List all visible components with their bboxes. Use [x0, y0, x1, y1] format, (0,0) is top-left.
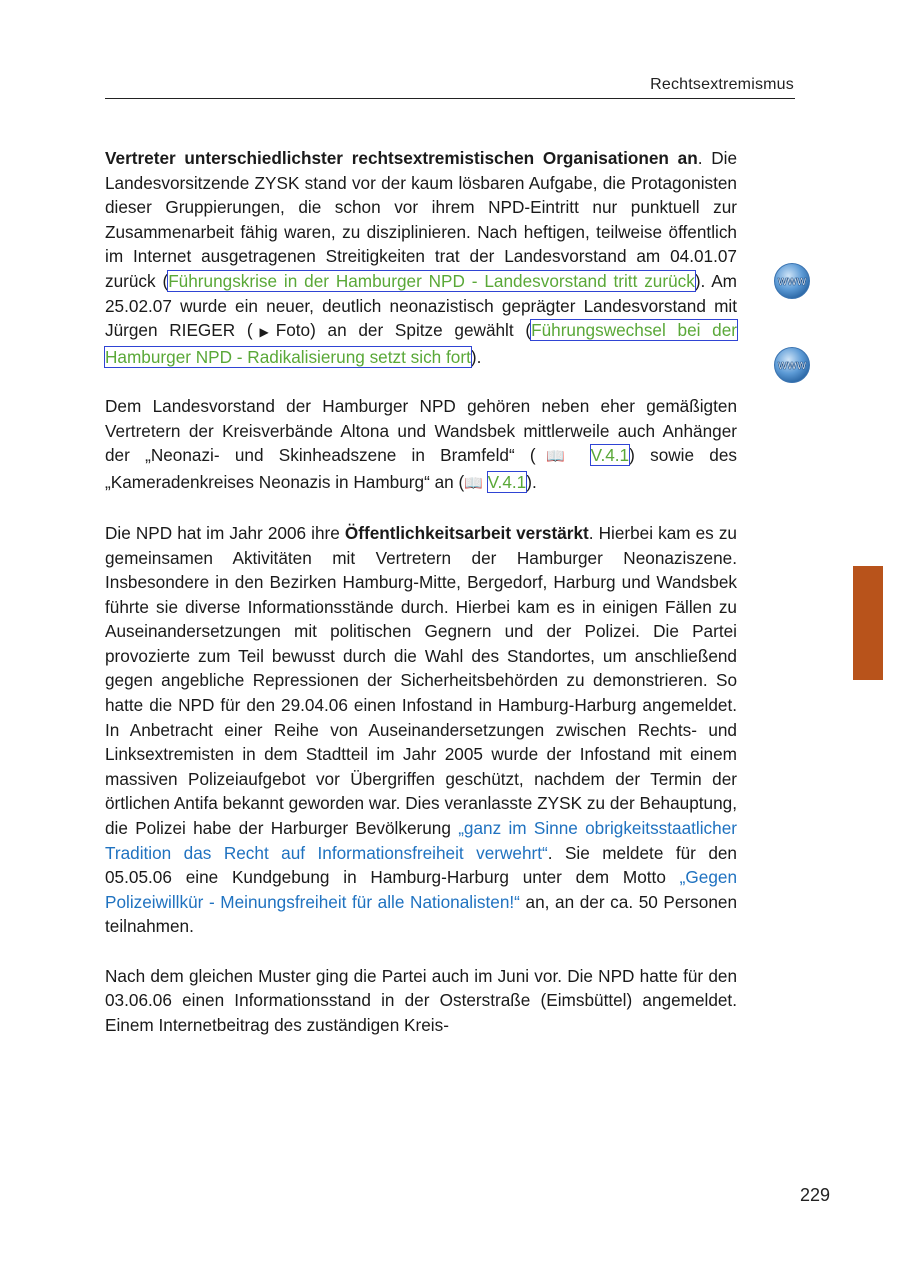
- text: . Die Landesvorsitzende ZYSK stand vor der kaum lösbaren Aufgabe, die Protagonisten dieser Gruppierungen, die schon vor ihrem NPD-Eintritt nur punktuell zur Zusammenarbeit fähig waren, zu disziplinieren. Nach heftigen, teilweise öffentlich im Internet ausgetragenen Streitigkeiten trat der Landesvorstand am 04.01.07 zurück (: [105, 148, 737, 291]
- reference-link-1[interactable]: V.4.1: [590, 445, 630, 466]
- svg-text:WWW: WWW: [777, 361, 807, 372]
- globe-icon: [773, 262, 811, 300]
- text: Foto) an der Spitze gewählt (: [275, 320, 532, 341]
- book-icon: 📖: [535, 448, 576, 466]
- text: an, an der ca. 50 Personen teilnahmen.: [105, 891, 737, 937]
- text: ).: [526, 471, 537, 492]
- www-link-icon-1[interactable]: [773, 262, 811, 300]
- page-number: 229: [799, 1185, 830, 1205]
- paragraph-4: [105, 964, 737, 1038]
- bold-term: Öffentlichkeitsarbeit verstärkt: [344, 522, 589, 543]
- link-fuehrungswechsel[interactable]: Führungswechsel bei der Hamburger NPD - Radikalisierung setzt sich fort: [105, 320, 737, 367]
- text: . Sie meldete für den 05.05.06 eine Kundgebung in Hamburg-Harburg unter dem Motto: [105, 842, 737, 888]
- text: ).: [470, 346, 482, 367]
- chapter-side-tab: [853, 566, 883, 680]
- page-header-title: Rechtsextremismus: [650, 76, 794, 93]
- paragraph-1: [105, 146, 737, 369]
- text: . Hierbei kam es zu gemeinsamen Aktivitäten mit Vertretern der Hamburger Neonaziszene. Insbesondere in den Bezirken Hamburg-Mitte, Bergedorf, Harburg und Wandsbek führte sie diverse Informationsstände durch. Hierbei kam es in einigen Fällen zu Auseinandersetzungen mit politischen Gegnern und der Polizei. Die Partei provozierte zum Teil bewusst durch die Wahl des Standortes, um anschließend gegen angebliche Repressionen der Sicherheitsbehörden zu demonstrieren. So hatte die NPD für den 29.04.06 einen Infostand in Hamburg-Harburg angemeldet. In Anbetracht einer Reihe von Auseinandersetzungen zwischen Rechts- und Linksextremisten in dem Stadtteil im Jahr 2005 wurde der Infostand mit einem massiven Polizeiaufgebot vor Übergriffen geschützt, nachdem der Termin der örtlichen Antifa bekannt geworden war. Dies veranlasste ZYSK zu der Behauptung, die Polizei habe der Harburger Bevölkerung: [105, 522, 737, 839]
- quote-1: „ganz im Sinne obrigkeitsstaatlicher Tradition das Recht auf Informationsfreiheit verwehrt“: [105, 818, 737, 863]
- paragraph-2: [105, 394, 737, 496]
- play-arrow-icon: ▶: [252, 325, 276, 340]
- text: Nach dem gleichen Muster ging die Partei auch im Juni vor. Die NPD hatte für den 03.06.06 einen Informationsstand in der Osterstraße (Eimsbüttel) angemeldet. Einem Internetbeitrag des zuständigen Kreis-: [105, 965, 737, 1035]
- text: ). Am 25.02.07 wurde ein neuer, deutlich neonazistisch geprägter Landesvorstand mit Jürgen RIEGER (: [105, 270, 738, 341]
- text: ) sowie des „Kameradenkreises Neonazis in Hamburg“ an (: [105, 445, 738, 492]
- text: Die NPD hat im Jahr 2006 ihre: [105, 522, 345, 543]
- www-link-icon-2[interactable]: [773, 346, 811, 384]
- svg-text:WWW: WWW: [777, 277, 807, 288]
- quote-2: „Gegen Polizeiwillkür - Meinungsfreiheit für alle Nationalisten!“: [105, 867, 737, 912]
- book-icon: 📖: [464, 474, 483, 492]
- main-content: [105, 146, 737, 1062]
- bold-lead: Vertreter unterschiedlichster rechtsextremistischen Organisationen an: [105, 148, 698, 168]
- globe-icon: [773, 346, 811, 384]
- link-fuehrungskrise[interactable]: Führungskrise in der Hamburger NPD - Landesvorstand tritt zurück: [168, 270, 695, 291]
- reference-link-2[interactable]: V.4.1: [487, 471, 527, 492]
- text: Dem Landesvorstand der Hamburger NPD gehören neben eher gemäßigten Vertretern der Kreisverbände Altona und Wandsbek mittlerweile auch Anhänger der „Neonazi- und Skinheadszene in Bramfeld“ (: [105, 395, 737, 466]
- header-rule: [105, 98, 795, 99]
- paragraph-3: [105, 521, 737, 939]
